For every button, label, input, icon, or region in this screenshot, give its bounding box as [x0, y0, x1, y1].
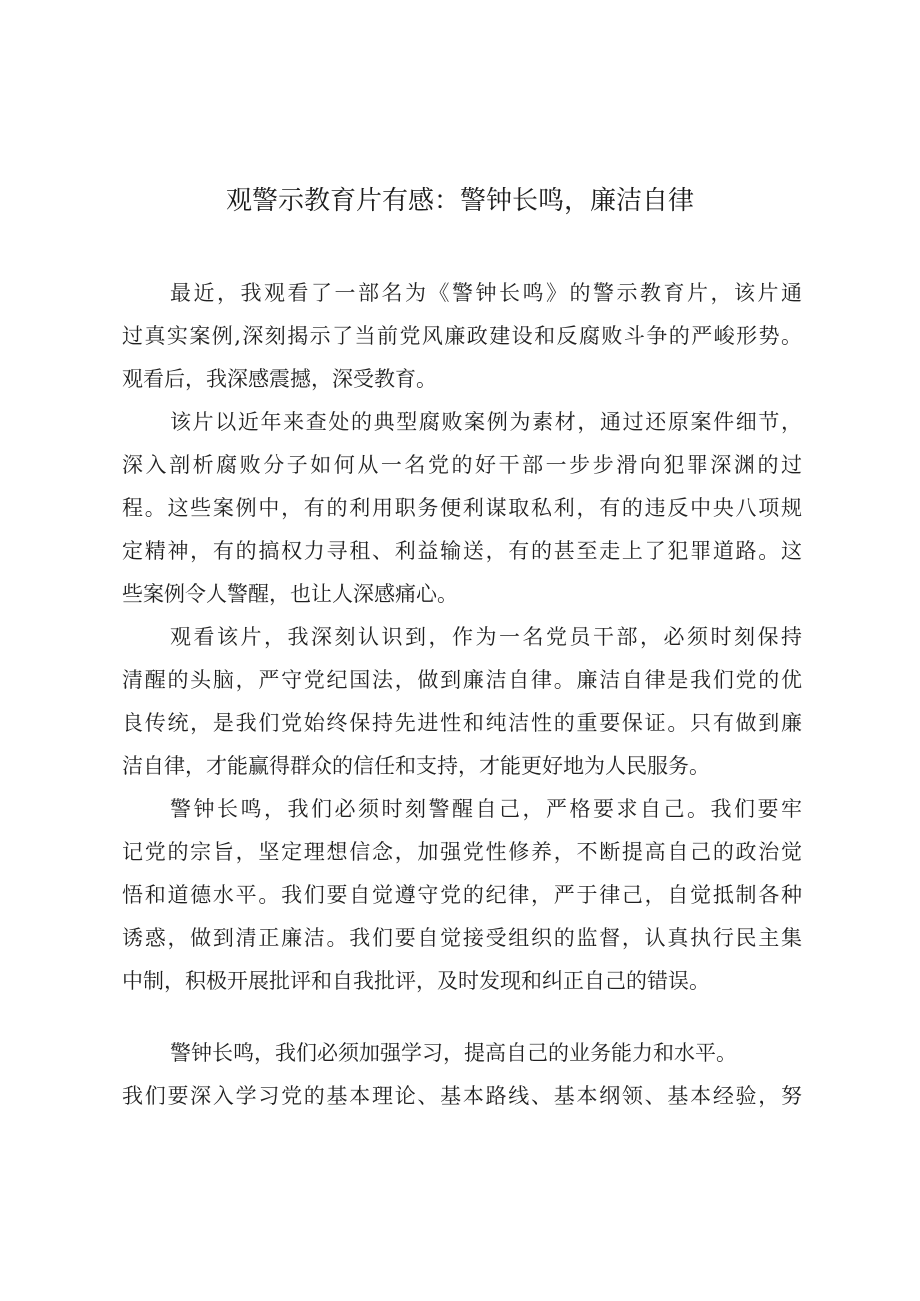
paragraph-1-line-2: 过真实案例,深刻揭示了当前党风廉政建设和反腐败斗争的严峻形势。: [122, 324, 802, 348]
paragraph-2-line-1: 该片以近年来查处的典型腐败案例为素材，通过还原案件细节，: [170, 410, 802, 434]
paragraph-3-line-2: 清醒的头脑，严守党纪国法，做到廉洁自律。廉洁自律是我们党的优: [122, 668, 802, 692]
paragraph-1-line-1: 最近，我观看了一部名为《警钟长鸣》的警示教育片，该片通: [170, 281, 802, 305]
paragraph-1-line-3: 观看后，我深感震撼，深受教育。: [122, 367, 437, 391]
paragraph-4-line-5: 中制，积极开展批评和自我批评，及时发现和纠正自己的错误。: [122, 969, 710, 993]
paragraph-5-line-1: 警钟长鸣，我们必须加强学习，提高自己的业务能力和水平。: [170, 1041, 737, 1065]
paragraph-4-line-2: 记党的宗旨，坚定理想信念，加强党性修养，不断提高自己的政治觉: [122, 840, 802, 864]
paragraph-3-line-3: 良传统，是我们党始终保持先进性和纯洁性的重要保证。只有做到廉: [122, 711, 802, 735]
paragraph-2-line-4: 定精神，有的搞权力寻租、利益输送，有的甚至走上了犯罪道路。这: [122, 539, 802, 563]
paragraph-3-line-1: 观看该片，我深刻认识到，作为一名党员干部，必须时刻保持: [170, 625, 802, 649]
paragraph-2-line-5: 些案例令人警醒，也让人深感痛心。: [122, 582, 458, 606]
paragraph-3-line-4: 洁自律，才能赢得群众的信任和支持，才能更好地为人民服务。: [122, 754, 710, 778]
paragraph-5-line-2: 我们要深入学习党的基本理论、基本路线、基本纲领、基本经验，努: [122, 1084, 802, 1108]
paragraph-4-line-1: 警钟长鸣，我们必须时刻警醒自己，严格要求自己。我们要牢: [170, 797, 802, 821]
paragraph-2-line-3: 程。这些案例中，有的利用职务便利谋取私利，有的违反中央八项规: [122, 496, 802, 520]
paragraph-2-line-2: 深入剖析腐败分子如何从一名党的好干部一步步滑向犯罪深渊的过: [122, 453, 802, 477]
paragraph-4-line-3: 悟和道德水平。我们要自觉遵守党的纪律，严于律己，自觉抵制各种: [122, 883, 802, 907]
document-title: 观警示教育片有感：警钟长鸣，廉洁自律: [225, 186, 694, 216]
paragraph-4-line-4: 诱惑，做到清正廉洁。我们要自觉接受组织的监督，认真执行民主集: [122, 926, 802, 950]
